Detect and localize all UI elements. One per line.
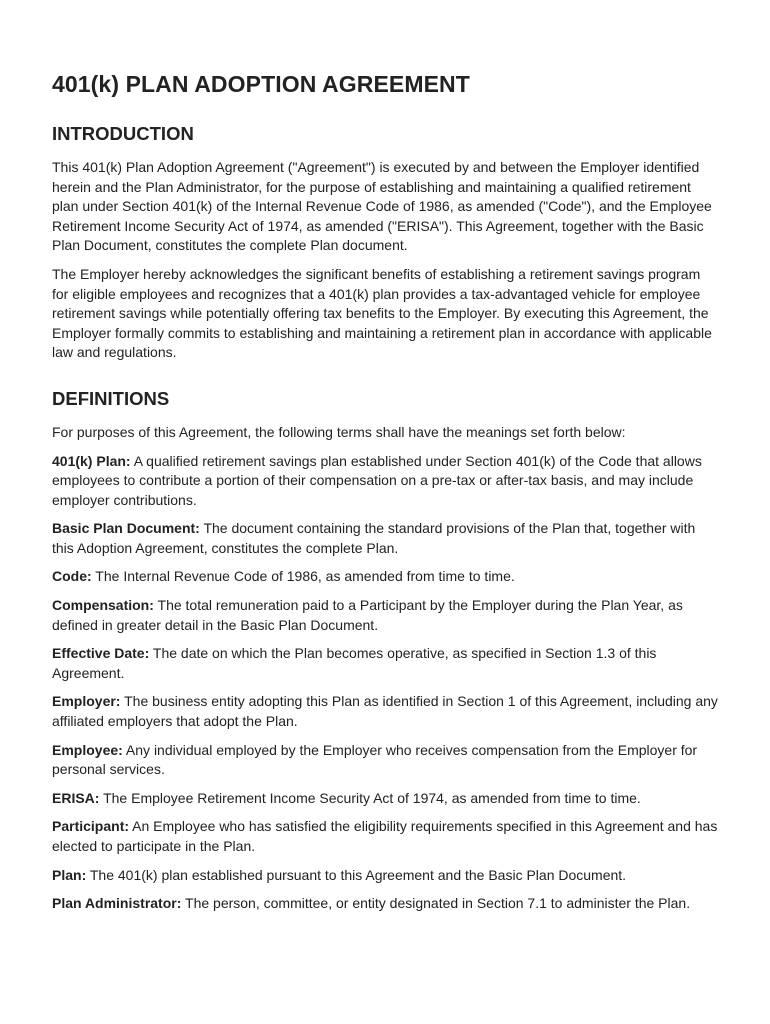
definition-employer xyxy=(52,692,718,731)
definition-text: The Employee Retirement Income Security Act of 1974, as amended from time to time. xyxy=(99,789,641,806)
definition-term: Code: xyxy=(52,568,92,585)
definition-term: 401(k) Plan: xyxy=(52,452,131,469)
introduction-heading: INTRODUCTION xyxy=(52,122,194,144)
definition-plan-administrator xyxy=(52,894,718,914)
definition-401k-plan xyxy=(52,452,718,511)
definition-erisa xyxy=(52,789,718,809)
definition-term: Plan: xyxy=(52,866,87,883)
definition-text: The person, committee, or entity designated in Section 7.1 to administer the Plan. xyxy=(181,895,691,912)
definition-text: The total remuneration paid to a Participant by the Employer during the Plan Year, as defined in greater detail in the Basic Plan Document. xyxy=(52,597,683,633)
definition-code xyxy=(52,567,718,587)
definition-term: Compensation: xyxy=(52,597,154,614)
definition-text: The Internal Revenue Code of 1986, as amended from time to time. xyxy=(91,568,515,585)
definition-employee xyxy=(52,741,718,780)
document-title: 401(k) PLAN ADOPTION AGREEMENT xyxy=(52,71,470,97)
definition-text: A qualified retirement savings plan established under Section 401(k) of the Code that allows employees to contribute a portion of their compensation on a pre-tax or after-tax basis, and may include employer contributions. xyxy=(52,452,702,508)
definition-term: Participant: xyxy=(52,818,130,835)
definition-basic-plan-document xyxy=(52,519,718,558)
definition-compensation xyxy=(52,596,718,635)
definition-term: Employer: xyxy=(52,693,121,710)
definition-text: An Employee who has satisfied the eligibility requirements specified in this Agreement and has elected to participate in the Plan. xyxy=(52,818,718,855)
introduction-section xyxy=(52,122,718,363)
definition-text: The business entity adopting this Plan as identified in Section 1 of this Agreement, including any affiliated employers that adopt the Plan. xyxy=(52,693,718,730)
definition-term: Plan Administrator: xyxy=(52,895,182,912)
definitions-heading: DEFINITIONS xyxy=(52,387,170,409)
definition-term: ERISA: xyxy=(52,789,100,806)
definition-text: The date on which the Plan becomes operative, as specified in Section 1.3 of this Agreement. xyxy=(52,645,657,681)
definition-term: Employee: xyxy=(52,741,123,758)
definition-plan xyxy=(52,866,718,886)
definitions-intro: For purposes of this Agreement, the following terms shall have the meanings set forth below: xyxy=(52,423,626,440)
introduction-paragraph-1: This 401(k) Plan Adoption Agreement ("Agreement") is executed by and between the Employer identified herein and the Plan Administrator, for the purpose of establishing and maintaining a qualified retirement plan under Section 401(k) of the Internal Revenue Code of 1986, as amended ("Code"), and the Employee Retirement Income Security Act of 1974, as amended ("ERISA"). This Agreement, together with the Basic Plan Document, constitutes the complete Plan document. xyxy=(52,158,712,254)
definition-effective-date xyxy=(52,644,718,683)
definition-term: Effective Date: xyxy=(52,645,150,662)
definitions-section xyxy=(52,387,718,914)
definition-term: Basic Plan Document: xyxy=(52,520,200,537)
introduction-paragraph-2: The Employer hereby acknowledges the significant benefits of establishing a retirement savings program for eligible employees and recognizes that a 401(k) plan provides a tax-advantaged vehicle for employee retirement savings while potentially offering tax benefits to the Employer. By executing this Agreement, the Employer formally commits to establishing and maintaining a retirement plan in accordance with applicable law and regulations. xyxy=(52,265,712,361)
definition-text: Any individual employed by the Employer who receives compensation from the Employer for personal services. xyxy=(52,741,698,778)
definition-text: The document containing the standard provisions of the Plan that, together with this Adoption Agreement, constitutes the complete Plan. xyxy=(52,520,696,556)
definition-text: The 401(k) plan established pursuant to this Agreement and the Basic Plan Document. xyxy=(86,866,627,883)
definition-participant xyxy=(52,817,718,856)
